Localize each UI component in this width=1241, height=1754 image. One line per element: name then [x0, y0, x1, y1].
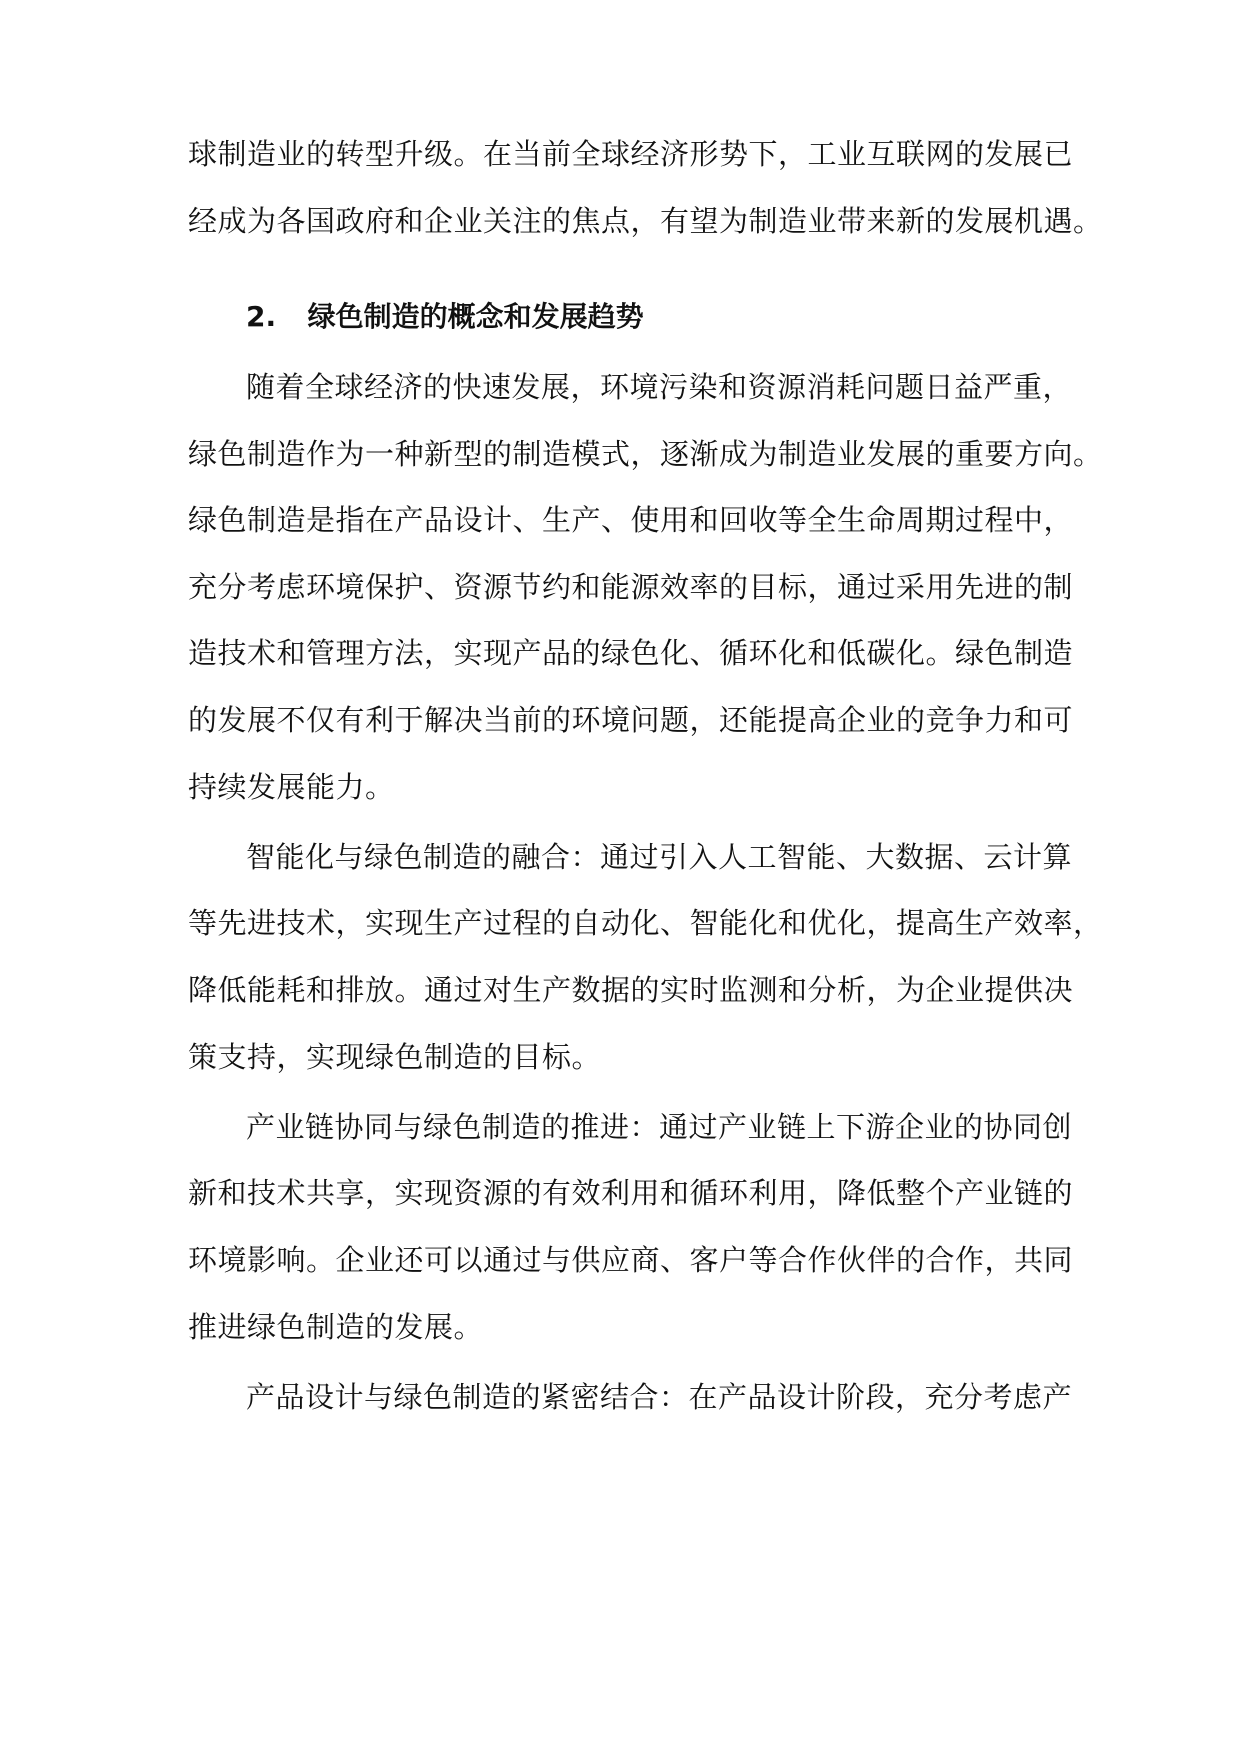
text-line: 造技术和管理方法，实现产品的绿色化、循环化和低碳化。绿色制造	[188, 636, 1074, 670]
text-line: 绿色制造作为一种新型的制造模式，逐渐成为制造业发展的重要方向。	[188, 437, 1103, 471]
text-line: 产业链协同与绿色制造的推进：通过产业链上下游企业的协同创	[246, 1110, 1073, 1144]
text-line: 经成为各国政府和企业关注的焦点，有望为制造业带来新的发展机遇。	[188, 204, 1103, 238]
text-line: 充分考虑环境保护、资源节约和能源效率的目标，通过采用先进的制	[188, 570, 1074, 604]
section-number: 2.	[246, 300, 277, 333]
text-line: 环境影响。企业还可以通过与供应商、客户等合作伙伴的合作，共同	[188, 1243, 1074, 1277]
text-line: 智能化与绿色制造的融合：通过引入人工智能、大数据、云计算	[246, 840, 1073, 874]
text-line: 新和技术共享，实现资源的有效利用和循环利用，降低整个产业链的	[188, 1176, 1074, 1210]
text-line: 推进绿色制造的发展。	[188, 1310, 484, 1344]
text-line: 策支持，实现绿色制造的目标。	[188, 1040, 602, 1074]
text-line: 产品设计与绿色制造的紧密结合：在产品设计阶段，充分考虑产	[246, 1380, 1073, 1414]
text-line: 球制造业的转型升级。在当前全球经济形势下，工业互联网的发展已	[188, 137, 1074, 171]
text-line: 绿色制造是指在产品设计、生产、使用和回收等全生命周期过程中，	[188, 503, 1074, 537]
text-line: 随着全球经济的快速发展，环境污染和资源消耗问题日益严重，	[246, 370, 1073, 404]
text-line: 的发展不仅有利于解决当前的环境问题，还能提高企业的竞争力和可	[188, 703, 1074, 737]
text-line: 等先进技术，实现生产过程的自动化、智能化和优化，提高生产效率，	[188, 906, 1103, 940]
text-line: 持续发展能力。	[188, 770, 395, 804]
section-title: 绿色制造的概念和发展趋势	[307, 300, 644, 333]
section-heading	[246, 297, 644, 337]
text-line: 降低能耗和排放。通过对生产数据的实时监测和分析，为企业提供决	[188, 973, 1074, 1007]
